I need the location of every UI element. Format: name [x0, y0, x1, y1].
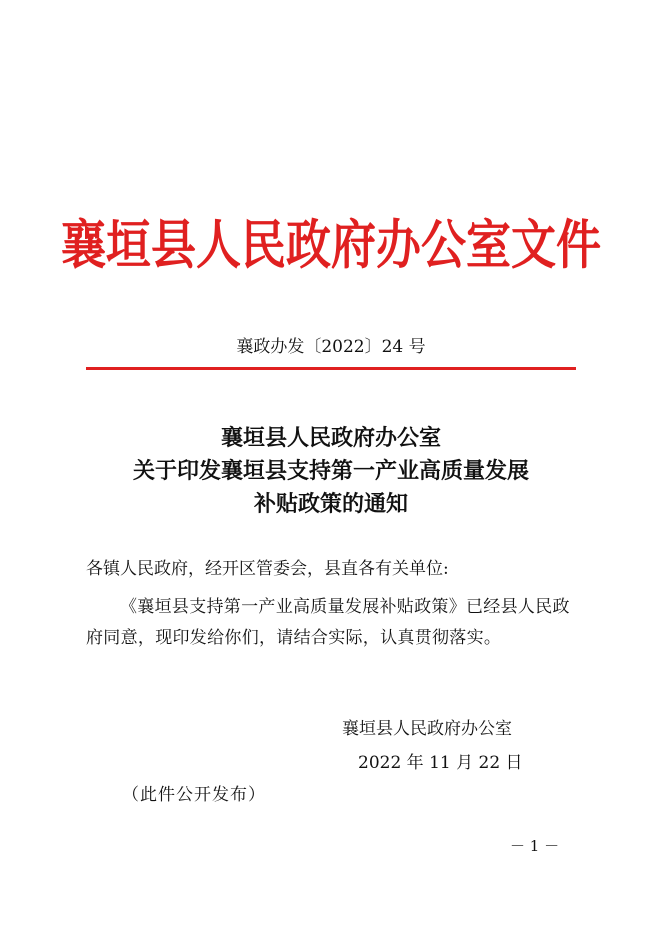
- issuer-signature: 襄垣县人民政府办公室: [342, 719, 512, 739]
- notice-title-line-3: 补贴政策的通知: [253, 491, 408, 517]
- salutation: 各镇人民政府，经开区管委会，县直各有关单位:: [86, 559, 449, 579]
- disclosure-note: （此件公开发布）: [122, 785, 266, 805]
- red-divider-line: [86, 367, 576, 370]
- notice-title-line-1: 襄垣县人民政府办公室: [220, 425, 441, 451]
- body-paragraph: 《襄垣县支持第一产业高质量发展补贴政策》已经县人民政府同意，现印发给你们，请结合实际，认真贯彻落实。: [86, 597, 570, 648]
- notice-title: [0, 422, 662, 521]
- issue-date: 2022 年 11 月 22 日: [358, 753, 523, 773]
- notice-title-line-2: 关于印发襄垣县支持第一产业高质量发展: [132, 458, 529, 484]
- document-number: 襄政办发〔2022〕24 号: [236, 337, 426, 357]
- document-header-title: 襄垣县人民政府办公室文件: [60, 213, 601, 277]
- page-number: － 1 －: [510, 837, 560, 855]
